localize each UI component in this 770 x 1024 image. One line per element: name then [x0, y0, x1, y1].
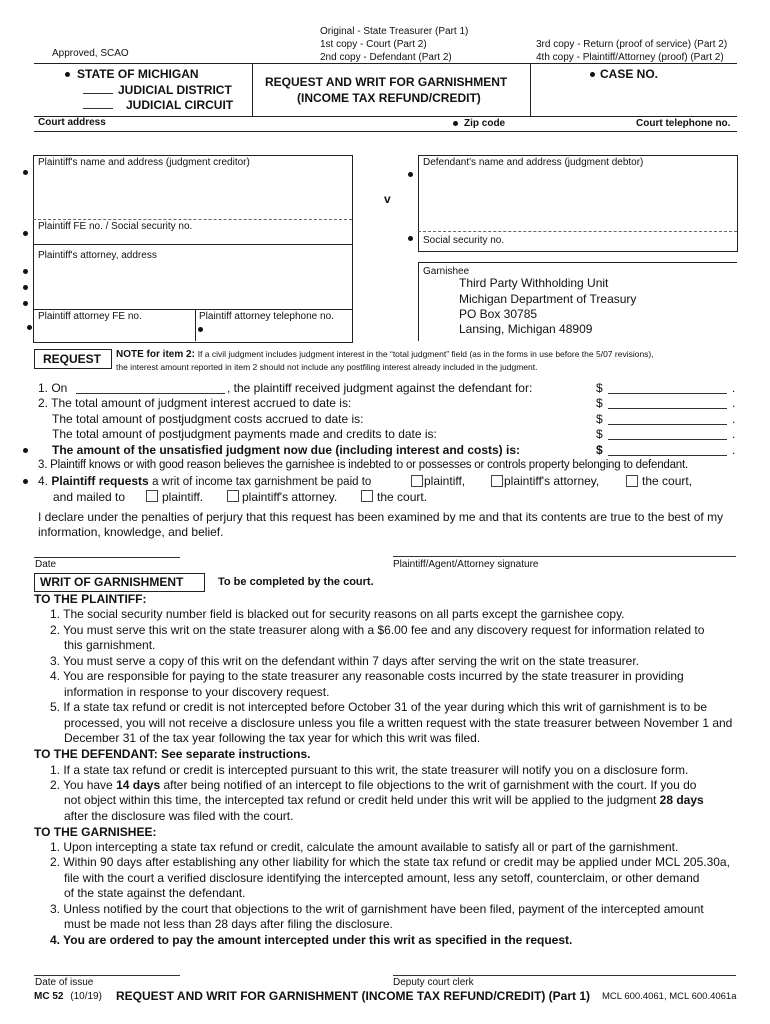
district-field[interactable]: [83, 93, 113, 94]
defendant-ssn-label: Social security no.: [423, 235, 505, 246]
dollar-sign-3: $: [596, 412, 603, 426]
writ-label: WRIT OF GARNISHMENT: [40, 575, 184, 589]
garnishee-instr-2b: file with the court a verified disclosure identifying the intercepted amount, less any setoff, counterclaim, or other demand: [64, 871, 700, 885]
dollar-sign-2: $: [596, 396, 603, 410]
pay-court-label: the court,: [642, 474, 693, 488]
garnishee-instr-4: 4. You are ordered to pay the amount intercepted under this writ as specified in the request.: [50, 933, 573, 947]
dollar-sign-4: $: [596, 427, 603, 441]
to-defendant-heading: TO THE DEFENDANT: See separate instructions.: [34, 747, 311, 761]
mail-court-label: the court.: [377, 490, 428, 504]
form-revision: (10/19): [70, 991, 102, 1002]
copy-first: 1st copy - Court (Part 2): [320, 39, 427, 50]
garnishee-instr-3a: 3. Unless notified by the court that objections to the writ of garnishment have been filed, payment of the intercepted amount: [50, 902, 704, 916]
garnishee-instr-2a: 2. Within 90 days after establishing any other liability for which the state tax refund or credit may be applied under MCL 205.30a,: [50, 855, 730, 869]
plaintiff-instr-5c: December 31 of the tax year following the tax year for which this writ was filed.: [64, 731, 481, 745]
pay-plaintiff-checkbox[interactable]: [411, 475, 423, 487]
versus: v: [384, 192, 391, 206]
footer-mcl: MCL 600.4061, MCL 600.4061a: [602, 991, 737, 1002]
court-phone-label: Court telephone no.: [636, 118, 731, 129]
date-of-issue-label: Date of issue: [35, 977, 94, 988]
plaintiff-name-label: Plaintiff's name and address (judgment creditor): [38, 157, 250, 168]
item-4-bold: Plaintiff requests: [51, 474, 149, 488]
item-3: 3. Plaintiff knows or with good reason believes the garnishee is indebted to or possesses or controls property belonging to defendant.: [38, 459, 688, 471]
declaration-line-1: I declare under the penalties of perjury that this request has been examined by me and that its contents are true to the best of my: [38, 510, 724, 524]
garnishee-line-2: Michigan Department of Treasury: [459, 292, 637, 306]
zip-code-label: Zip code: [464, 118, 506, 129]
item-1-pre: 1. On: [38, 381, 68, 395]
state-of-michigan: STATE OF MICHIGAN: [77, 67, 199, 81]
mail-plaintiff-checkbox[interactable]: [146, 490, 158, 502]
request-date-label: Date: [35, 559, 57, 570]
item-2c: The total amount of postjudgment payments made and credits to date is:: [52, 427, 437, 441]
period-4: .: [732, 427, 736, 441]
form-subtitle: (INCOME TAX REFUND/CREDIT): [297, 91, 481, 105]
item-2: 2. The total amount of judgment interest accrued to date is:: [38, 396, 352, 410]
pay-attorney-label: plaintiff's attorney,: [504, 474, 600, 488]
garnishee-instr-1: 1. Upon intercepting a state tax refund or credit, calculate the amount available to satisfy all or part of the garnishment.: [50, 840, 679, 854]
mail-plaintiff-label: plaintiff.: [162, 490, 204, 504]
item-4-rest: a writ of income tax garnishment be paid to: [152, 476, 372, 488]
deputy-clerk-label: Deputy court clerk: [393, 977, 474, 988]
item-4-num: 4.: [38, 474, 49, 488]
plaintiff-instr-5b: processed, you will not receive a disclosure unless you file a written request with the state treasurer between November 1 and: [64, 716, 733, 730]
d2a-pre: 2. You have: [50, 778, 117, 792]
pay-attorney-checkbox[interactable]: [491, 475, 503, 487]
plaintiff-attorney-label: Plaintiff's attorney, address: [38, 250, 157, 261]
signature-label: Plaintiff/Agent/Attorney signature: [393, 559, 539, 570]
mail-court-checkbox[interactable]: [361, 490, 373, 502]
d2b-pre: not object within this time, the intercepted tax refund or credit held under this writ will be applied to the judgment: [64, 793, 660, 807]
copy-second: 2nd copy - Defendant (Part 2): [320, 52, 452, 63]
mailed-to-label: and mailed to: [53, 490, 126, 504]
form-number: MC 52: [34, 991, 64, 1002]
case-no: CASE NO.: [600, 67, 659, 81]
period-2: .: [732, 396, 736, 410]
defendant-instr-1: 1. If a state tax refund or credit is intercepted pursuant to this writ, the state treasurer will notify you on a disclosure form.: [50, 763, 689, 777]
plaintiff-fe-label: Plaintiff FE no. / Social security no.: [38, 221, 193, 232]
defendant-instr-2a: [50, 778, 696, 792]
form-title: REQUEST AND WRIT FOR GARNISHMENT: [265, 75, 508, 89]
defendant-instr-2b: [64, 793, 704, 807]
item-2b: The total amount of postjudgment costs accrued to date is:: [52, 412, 364, 426]
garnishee-label: Garnishee: [423, 266, 470, 277]
d2a-bold: 14 days: [116, 778, 161, 792]
pay-plaintiff-label: plaintiff,: [424, 474, 466, 488]
copy-third: 3rd copy - Return (proof of service) (Part 2): [536, 39, 728, 50]
plaintiff-instr-5a: 5. If a state tax refund or credit is not intercepted before October 31 of the year during which this writ of garnishment is to be: [50, 700, 708, 714]
approved-scao: Approved, SCAO: [52, 48, 129, 59]
period-3: .: [732, 412, 736, 426]
plaintiff-instr-3: 3. You must serve a copy of this writ on the defendant within 7 days after serving the writ on the state treasurer.: [50, 654, 639, 668]
circuit-field[interactable]: [83, 108, 113, 109]
to-garnishee-heading: TO THE GARNISHEE:: [34, 825, 157, 839]
note-label: NOTE for item 2:: [116, 349, 195, 360]
footer-form-id: [34, 991, 102, 1002]
plaintiff-instr-1: 1. The social security number field is blacked out for security reasons on all parts except the garnishee copy.: [50, 607, 625, 621]
plaintiff-instr-4b: information in response to your discovery request.: [64, 685, 330, 699]
judgment-date-field[interactable]: [76, 393, 225, 394]
mail-attorney-checkbox[interactable]: [227, 490, 239, 502]
footer-title: REQUEST AND WRIT FOR GARNISHMENT (INCOME TAX REFUND/CREDIT) (Part 1): [116, 989, 590, 1003]
attorney-fe-label: Plaintiff attorney FE no.: [38, 311, 142, 322]
judicial-district: JUDICIAL DISTRICT: [118, 83, 232, 97]
unsatisfied-amount-field[interactable]: [608, 455, 727, 456]
note-line-1: If a civil judgment includes judgment interest in the “total judgment” field (as in the forms in use before the 5/07 revisions),: [197, 349, 654, 359]
copy-original: Original - State Treasurer (Part 1): [320, 26, 469, 37]
garnishee-line-3: PO Box 30785: [459, 307, 538, 321]
defendant-name-label: Defendant's name and address (judgment debtor): [423, 157, 644, 168]
request-label: REQUEST: [43, 352, 102, 366]
defendant-instr-2c: after the disclosure was filed with the court.: [64, 809, 294, 823]
item-1-post: , the plaintiff received judgment against the defendant for:: [227, 381, 533, 395]
d2a-post: after being notified of an intercept to file objections to the writ of garnishment with the court. If you do: [160, 778, 697, 792]
request-date-field[interactable]: [34, 557, 180, 558]
garnishee-line-1: Third Party Withholding Unit: [459, 276, 609, 290]
d2b-bold: 28 days: [659, 793, 704, 807]
dollar-sign-1: $: [596, 381, 603, 395]
plaintiff-instr-2b: this garnishment.: [64, 638, 156, 652]
garnishee-line-4: Lansing, Michigan 48909: [459, 322, 593, 336]
costs-amount-field[interactable]: [608, 424, 727, 425]
garnishee-instr-2c: of the state against the defendant.: [64, 886, 246, 900]
payments-amount-field[interactable]: [608, 439, 727, 440]
note-item-2: [116, 349, 654, 360]
period-5: .: [732, 443, 736, 457]
date-of-issue-field[interactable]: [34, 975, 180, 976]
note-line-2: the interest amount reported in item 2 should not include any postfiling interest already included in the judgment.: [116, 362, 538, 372]
attorney-phone-label: Plaintiff attorney telephone no.: [199, 311, 334, 322]
plaintiff-instr-2a: 2. You must serve this writ on the state treasurer along with a $6.00 fee and any discovery request for information related to: [50, 623, 705, 637]
to-plaintiff-heading: TO THE PLAINTIFF:: [34, 592, 147, 606]
court-address-label: Court address: [38, 117, 106, 128]
judicial-circuit: JUDICIAL CIRCUIT: [126, 98, 234, 112]
garnishee-instr-3b: must be made not less than 28 days after filing the disclosure.: [64, 917, 393, 931]
signature-field[interactable]: [393, 556, 736, 557]
dollar-sign-5: $: [596, 443, 603, 457]
interest-amount-field[interactable]: [608, 408, 727, 409]
declaration-line-2: information, knowledge, and belief.: [38, 525, 224, 539]
judgment-amount-field[interactable]: [608, 393, 727, 394]
copy-fourth: 4th copy - Plaintiff/Attorney (proof) (Part 2): [536, 52, 724, 63]
item-2d: The amount of the unsatisfied judgment now due (including interest and costs) is:: [52, 443, 521, 457]
period-1: .: [732, 381, 736, 395]
mail-attorney-label: plaintiff's attorney.: [242, 490, 338, 504]
writ-by-court: To be completed by the court.: [218, 576, 374, 588]
deputy-clerk-field[interactable]: [393, 975, 736, 976]
plaintiff-instr-4a: 4. You are responsible for paying to the state treasurer any reasonable costs incurred by the state treasurer in providing: [50, 669, 684, 683]
item-4: [38, 474, 371, 488]
pay-court-checkbox[interactable]: [626, 475, 638, 487]
